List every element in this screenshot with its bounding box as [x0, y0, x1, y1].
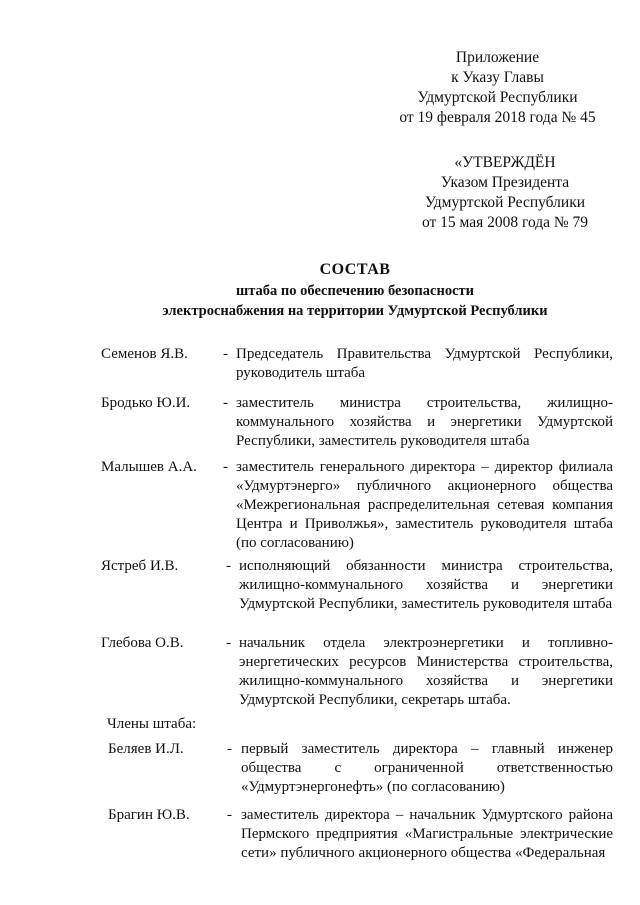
entry-dash: -: [226, 558, 231, 574]
subtitle-line-1: штаба по обеспечению безопасности: [235, 283, 474, 299]
staff-role: начальник отдела электроэнергетики и топливно-энергетических ресурсов Министерства строительства, жилищно-коммунального хозяйства и энергетики Удмуртской Республики, секретарь штаба.: [239, 635, 613, 708]
approval-line-2: Указом Президента: [440, 174, 570, 191]
staff-name: Малышев А.А.: [101, 459, 197, 475]
staff-name: Глебова О.В.: [101, 635, 184, 651]
entry-dash: -: [227, 741, 232, 757]
document-subtitle: [120, 281, 590, 321]
entry-dash: -: [223, 346, 228, 362]
staff-role: заместитель министра строительства, жилищно-коммунального хозяйства и энергетики Удмуртской Республики, заместитель руководителя штаба: [236, 395, 613, 449]
appendix-line-2: к Указу Главы: [451, 69, 544, 86]
entry-dash: -: [223, 395, 228, 411]
staff-entry: [101, 345, 613, 385]
staff-role: заместитель генерального директора – директор филиала «Удмуртэнерго» публичного акционерного общества «Межрегиональная распределительная сетевая компания Центра и Приволжья», заместитель руководителя штаба (по согласованию): [236, 459, 613, 551]
staff-role: Председатель Правительства Удмуртской Республики, руководитель штаба: [236, 346, 613, 381]
staff-name: Семенов Я.В.: [101, 346, 188, 362]
appendix-line-4: от 19 февраля 2018 года № 45: [399, 109, 596, 126]
appendix-line-3: Удмуртской Республики: [417, 89, 578, 106]
staff-entry: [108, 806, 613, 866]
entry-dash: -: [226, 635, 231, 651]
staff-name: Ястреб И.В.: [101, 558, 179, 574]
staff-name: Брагин Ю.В.: [108, 807, 190, 823]
staff-role: заместитель директора – начальник Удмуртского района Пермского предприятия «Магистральные электрические сети» публичного акционерного общества «Федеральная: [241, 807, 613, 861]
members-section-label: Члены штаба:: [107, 716, 197, 732]
appendix-line-1: Приложение: [455, 49, 540, 66]
entry-dash: -: [223, 459, 228, 475]
subtitle-line-2: электроснабжения на территории Удмуртской Республики: [162, 303, 548, 319]
approval-line-1: «УТВЕРЖДЁН: [454, 154, 556, 171]
staff-name: Бродько Ю.И.: [101, 395, 191, 411]
staff-name: Беляев И.Л.: [108, 741, 184, 757]
staff-entry: [101, 557, 613, 637]
staff-role: первый заместитель директора – главный инженер общества с ограниченной ответственностью «Удмуртэнергонефть» (по согласованию): [241, 741, 613, 795]
approval-line-3: Удмуртской Республики: [424, 194, 586, 211]
staff-entry: [101, 458, 613, 558]
appendix-note: [395, 48, 600, 128]
staff-role: исполняющий обязанности министра строительства, жилищно-коммунального хозяйства и энергетики Удмуртской Республики, заместитель руководителя штаба: [239, 558, 613, 612]
document-title: СОСТАВ: [319, 261, 391, 278]
staff-entry: [108, 740, 613, 800]
approval-note: [410, 153, 600, 233]
staff-entry: [101, 634, 613, 714]
approval-line-4: от 15 мая 2008 года № 79: [421, 214, 589, 231]
entry-dash: -: [227, 807, 232, 823]
staff-entry: [101, 394, 613, 454]
